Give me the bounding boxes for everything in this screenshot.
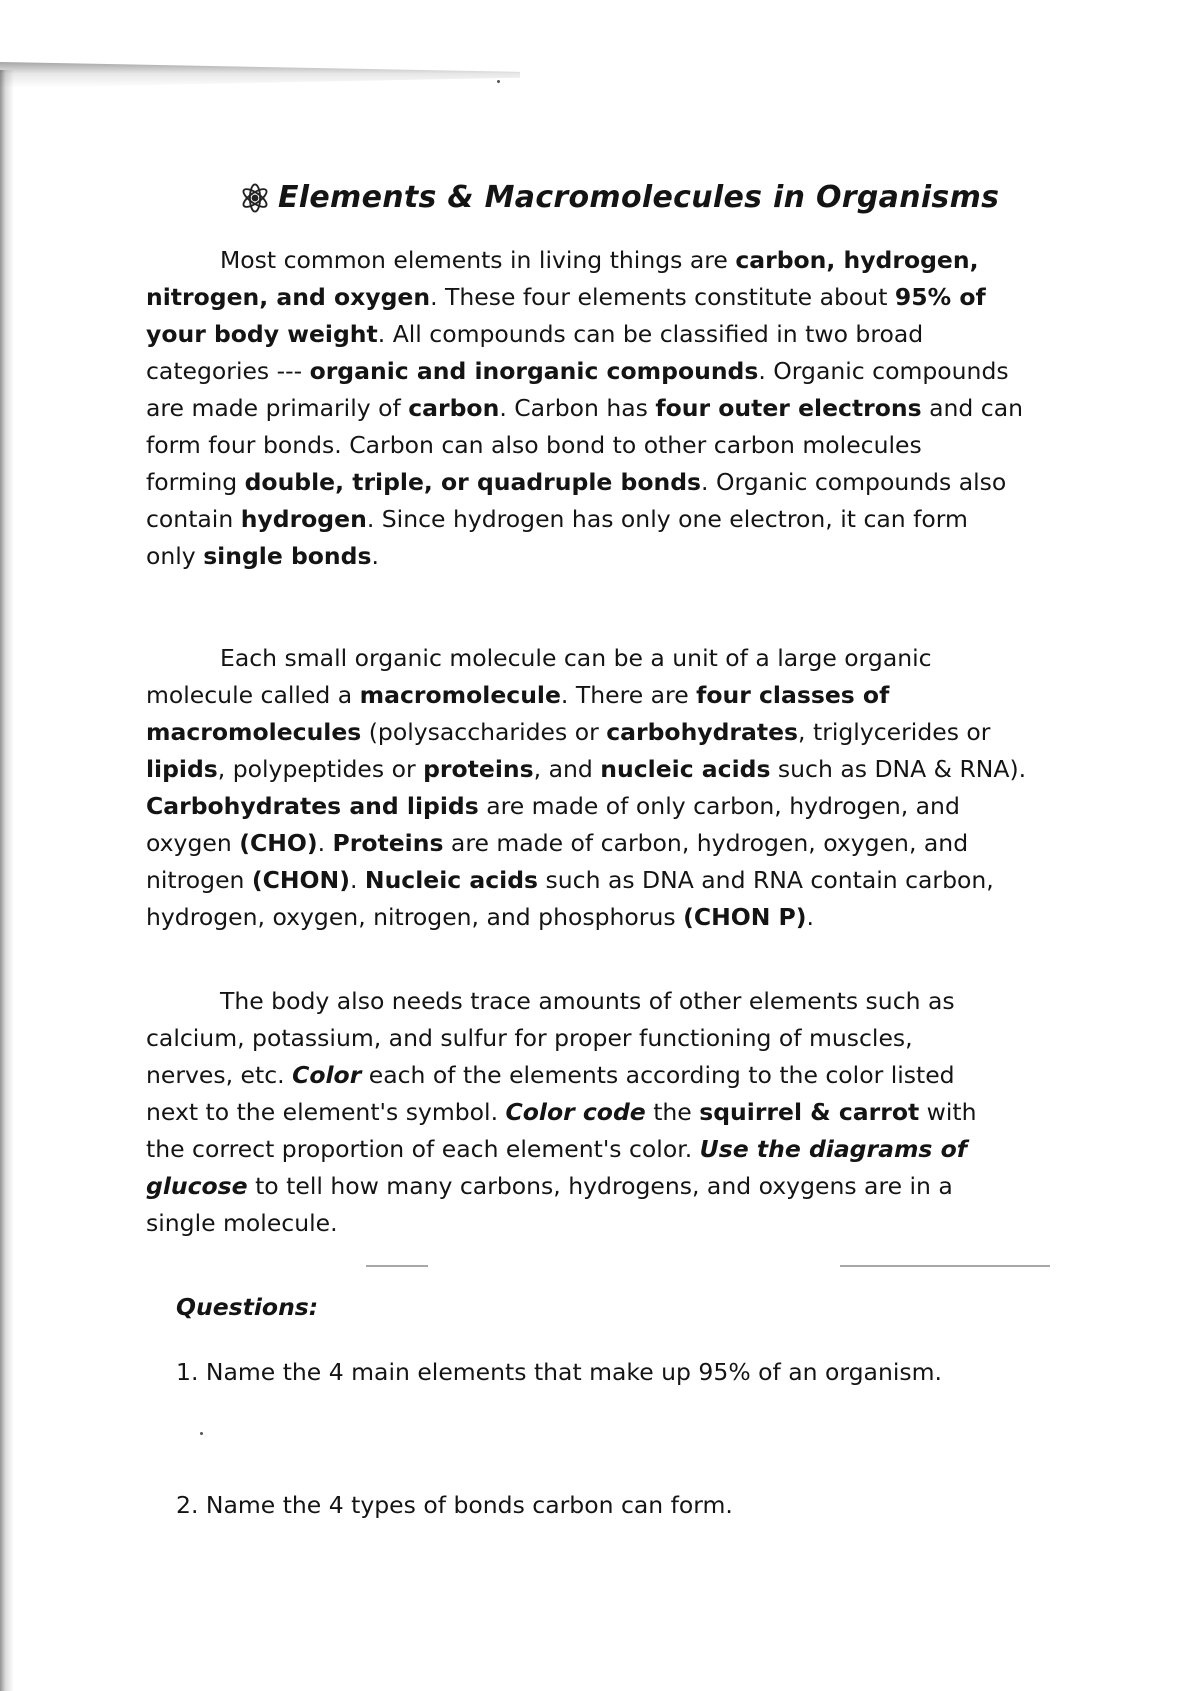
emphasis-text: Color [292,1061,362,1089]
scan-edge-top [0,62,520,88]
text-run: are made of carbon, hydrogen, oxygen, and [443,829,969,857]
emphasis-text: carbohydrates [606,718,799,746]
divider-line [366,1265,428,1267]
emphasis-text: 95% of [894,283,986,311]
text-line [146,825,1106,862]
text-run: oxygen [146,829,240,857]
text-run: . There are [560,681,697,709]
text-run: to tell how many carbons, hydrogens, and oxygens are in a [247,1172,953,1200]
emphasis-text: single bonds [203,542,372,570]
emphasis-text: carbon, hydrogen, [735,246,979,274]
text-run: with [919,1098,977,1126]
text-run: only [146,542,204,570]
paragraph-macromolecules [146,640,1106,936]
text-run: . Organic compounds also [701,468,1007,496]
questions-heading: Questions: [176,1293,319,1321]
text-run: . Since hydrogen has only one electron, it can form [366,505,968,533]
text-run: . [349,866,365,894]
text-line [146,242,1106,279]
text-run: , and [533,755,601,783]
text-run: (polysaccharides or [361,718,607,746]
text-run: nerves, etc. [146,1061,293,1089]
text-line [146,1205,1106,1242]
text-line [146,1168,1106,1205]
text-run: next to the element's symbol. [146,1098,506,1126]
question-2: 2. Name the 4 types of bonds carbon can form. [176,1491,733,1519]
text-run: . All compounds can be classified in two broad [377,320,924,348]
text-line [146,316,1106,353]
emphasis-text: macromolecule [359,681,561,709]
emphasis-text: nitrogen, and oxygen [146,283,431,311]
emphasis-text: squirrel & carrot [699,1098,920,1126]
text-run: Each small organic molecule can be a unit of a large organic [220,644,932,672]
text-line [146,714,1106,751]
emphasis-text: Color code [505,1098,646,1126]
text-line [146,1131,1106,1168]
paragraph-trace-elements [146,983,1106,1242]
text-line [146,1057,1106,1094]
text-line [146,899,1106,936]
text-line [146,279,1106,316]
text-line [146,640,1106,677]
text-run: . [317,829,333,857]
text-run: . These four elements constitute about [430,283,895,311]
emphasis-text: (CHO) [239,829,318,857]
emphasis-text: double, triple, or quadruple bonds [244,468,702,496]
text-run: molecule called a [146,681,360,709]
divider-line [840,1265,1050,1267]
text-line [146,862,1106,899]
text-run: . [371,542,379,570]
page-title-text: Elements & Macromolecules in Organisms [278,180,1000,215]
text-run: Most common elements in living things are [220,246,736,274]
text-line [146,1020,1106,1057]
text-line [146,538,1106,575]
emphasis-text: organic and inorganic compounds [309,357,759,385]
emphasis-text: (CHON) [251,866,350,894]
emphasis-text: glucose [146,1172,248,1200]
text-run: contain [146,505,241,533]
paragraph-elements [146,242,1106,575]
text-run: are made primarily of [146,394,409,422]
emphasis-text: Use the diagrams of [699,1135,967,1163]
text-run: are made of only carbon, hydrogen, and [478,792,960,820]
text-run: forming [146,468,245,496]
text-run: . [806,903,815,931]
text-run: the [645,1098,700,1126]
text-run: nitrogen [146,866,252,894]
text-run: . Organic compounds [758,357,1009,385]
emphasis-text: Nucleic acids [364,866,539,894]
text-line [146,427,1106,464]
text-run: . Carbon has [499,394,656,422]
emphasis-text: your body weight [146,320,378,348]
text-run: form four bonds. Carbon can also bond to other carbon molecules [146,431,922,459]
text-line [146,751,1106,788]
emphasis-text: macromolecules [146,718,362,746]
text-run: and can [921,394,1023,422]
emphasis-text: Proteins [332,829,444,857]
text-line [146,353,1106,390]
text-run: each of the elements according to the color listed [361,1061,955,1089]
atom-icon [238,181,272,215]
emphasis-text: (CHON P) [683,903,807,931]
text-run: such as DNA and RNA contain carbon, [538,866,994,894]
text-line [146,677,1106,714]
text-run: , polypeptides or [217,755,424,783]
text-run: calcium, potassium, and sulfur for proper functioning of muscles, [146,1024,913,1052]
text-run: categories --- [146,357,310,385]
emphasis-text: hydrogen [240,505,367,533]
emphasis-text: four outer electrons [655,394,922,422]
emphasis-text: lipids [146,755,218,783]
question-1: 1. Name the 4 main elements that make up 95% of an organism. [176,1358,942,1386]
emphasis-text: proteins [423,755,534,783]
emphasis-text: carbon [408,394,500,422]
scan-speck [200,1432,203,1435]
emphasis-text: Carbohydrates and lipids [146,792,479,820]
scan-speck [497,80,500,83]
text-run: the correct proportion of each element's color. [146,1135,700,1163]
text-line [146,983,1106,1020]
text-run: such as DNA & RNA). [770,755,1027,783]
text-line [146,501,1106,538]
text-line [146,1094,1106,1131]
text-run: The body also needs trace amounts of other elements such as [220,987,955,1015]
text-line [146,464,1106,501]
page-title [238,180,999,215]
emphasis-text: four classes of [696,681,890,709]
text-run: hydrogen, oxygen, nitrogen, and phosphorus [146,903,684,931]
scan-edge-left [0,70,14,1691]
text-line [146,788,1106,825]
emphasis-text: nucleic acids [600,755,771,783]
text-run: , triglycerides or [798,718,991,746]
text-run: single molecule. [146,1209,338,1237]
text-line [146,390,1106,427]
